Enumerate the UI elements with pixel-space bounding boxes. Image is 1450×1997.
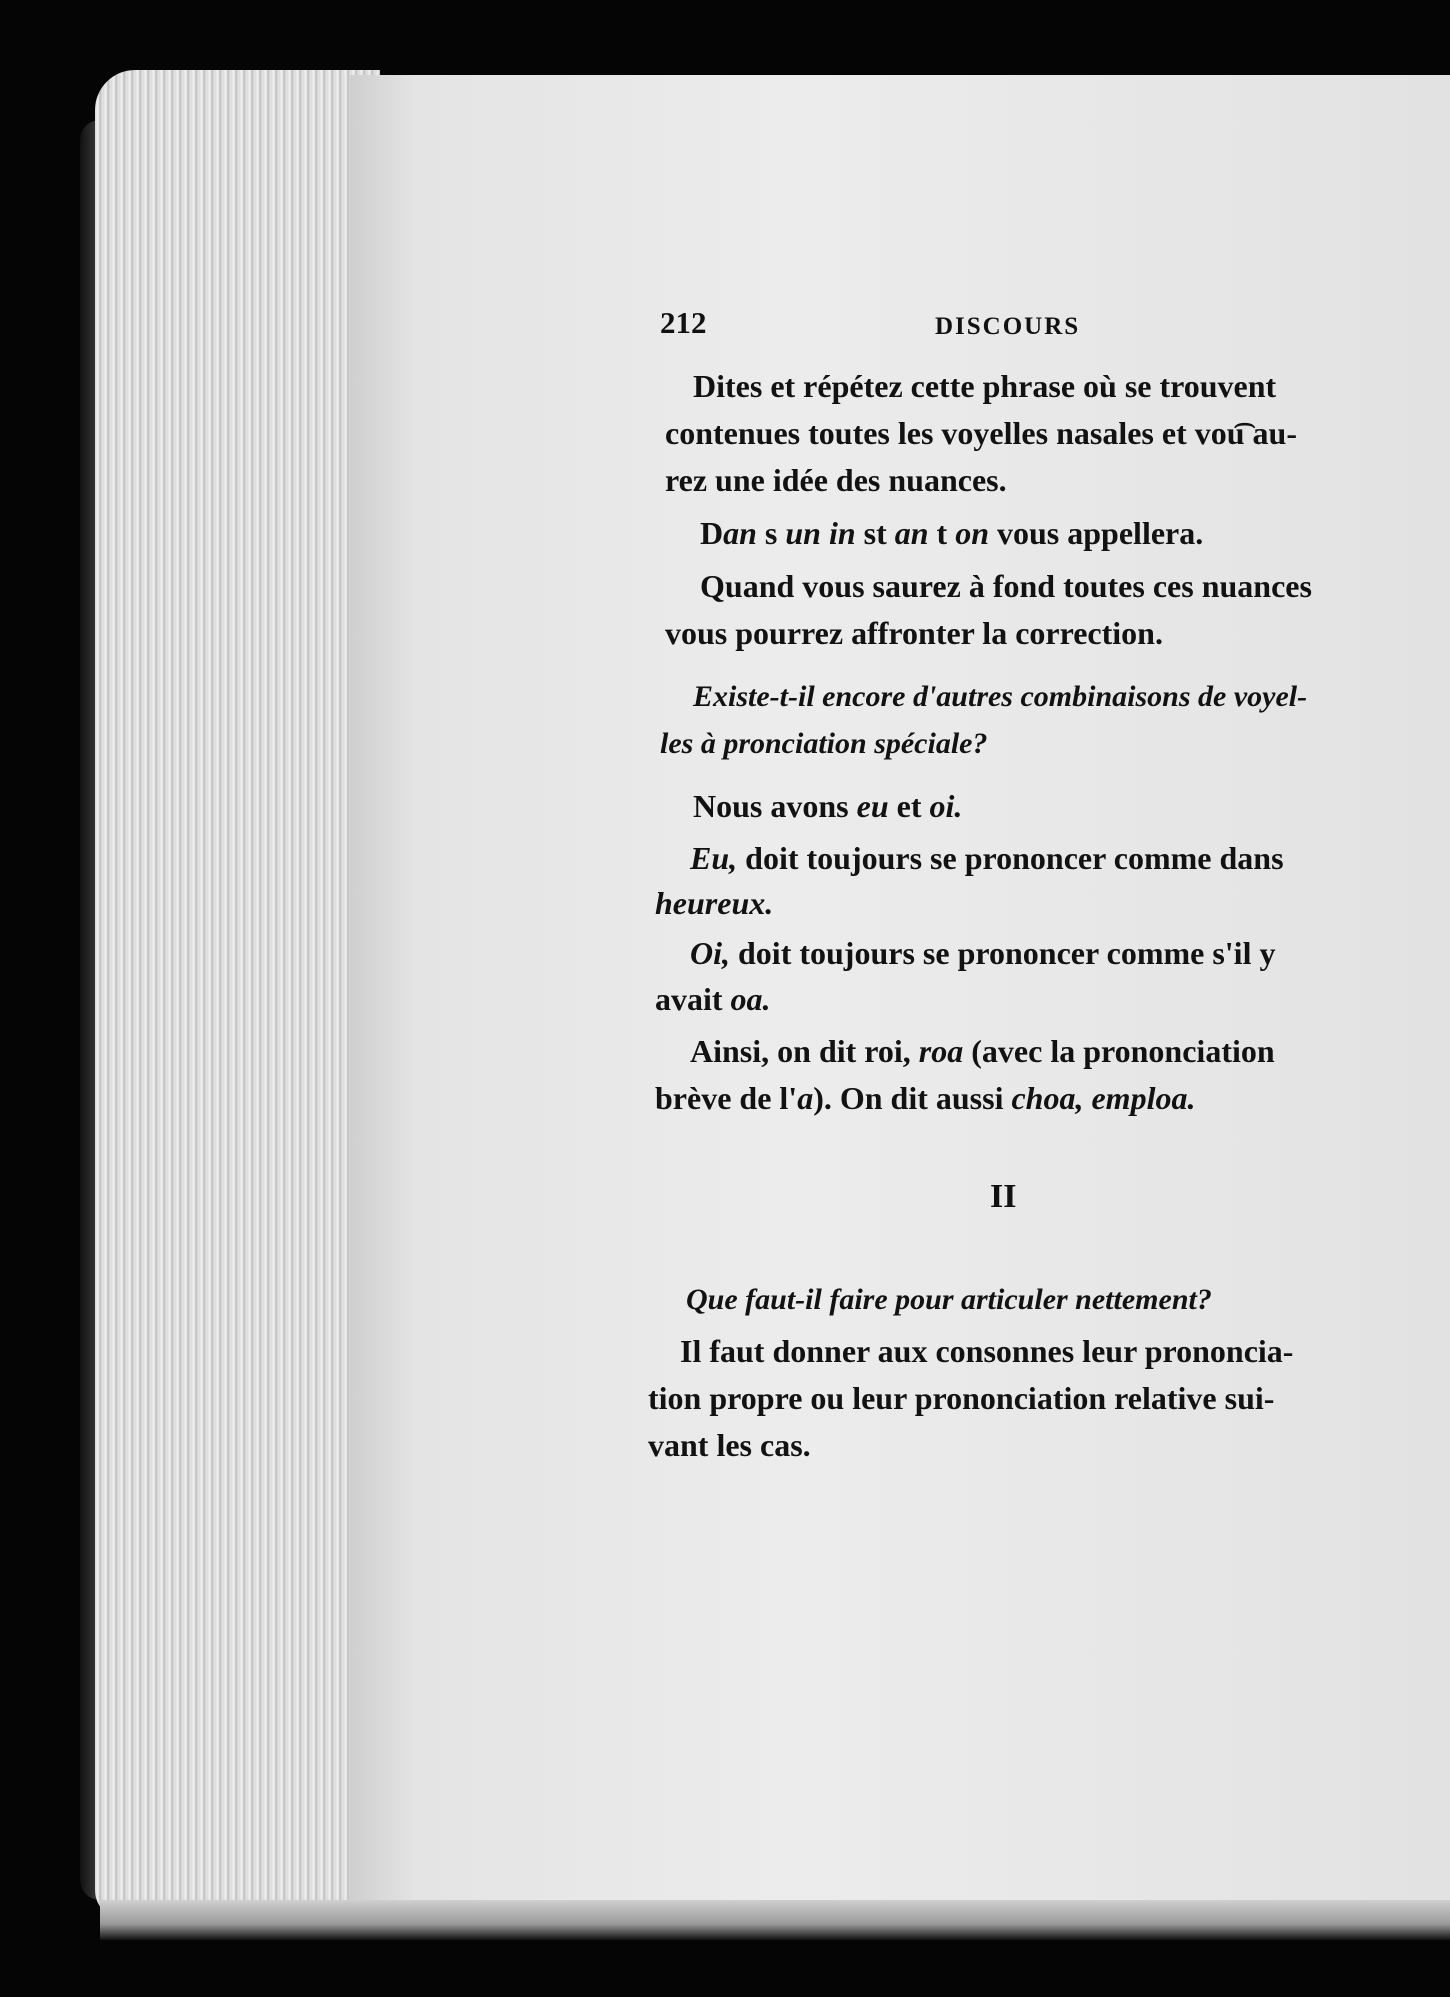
oi-rule-line-2-prefix: avait — [655, 981, 723, 1017]
example-part: vous appellera. — [997, 515, 1204, 551]
eu-rule-example: heureux. — [655, 885, 774, 921]
eu-rule-lead: Eu, — [690, 840, 738, 876]
question-1-line-1: Existe-t-il encore d'autres combinaisons de voyel- — [693, 680, 1308, 713]
paragraph-2-line-2: vous pourrez affronter la correction. — [665, 615, 1163, 651]
page-block-edges — [95, 70, 380, 1920]
ainsi-line-2 — [655, 1077, 1195, 1120]
ainsi-rest: (avec la prononciation — [971, 1033, 1275, 1069]
answer-1-prefix: Nous avons — [693, 788, 849, 824]
example-part: t — [936, 515, 948, 551]
eu-rule-line-1 — [690, 837, 1284, 880]
eu-rule-text: doit toujours se prononcer comme dans — [745, 840, 1284, 876]
ainsi-line-1 — [690, 1030, 1275, 1073]
answer-2-line-2: tion propre ou leur prononciation relative sui- — [648, 1380, 1275, 1416]
oi-rule-text: doit toujours se prononcer comme s'il y — [738, 935, 1276, 971]
running-head: DISCOURS — [935, 313, 1081, 340]
example-nasal: in — [828, 515, 856, 551]
ainsi-a: a — [797, 1080, 814, 1116]
paragraph-2-line-1: Quand vous saurez à fond toutes ces nuances — [700, 568, 1312, 604]
example-part: D — [700, 515, 724, 551]
page-bottom-edge — [100, 1900, 1450, 1940]
oi-rule-line-2 — [655, 978, 771, 1021]
question-2: Que faut-il faire pour articuler nettement? — [686, 1283, 1212, 1316]
example-nasal: on — [955, 515, 989, 551]
paragraph-1-line-1: Dites et répétez cette phrase où se trouvent — [693, 368, 1277, 404]
example-line — [700, 512, 1203, 555]
answer-1-oi: oi. — [929, 788, 963, 824]
paragraph-1-line-2: contenues toutes les voyelles nasales et vou͡ au- — [665, 415, 1297, 451]
book-page — [350, 75, 1450, 1915]
example-nasal: un — [785, 515, 821, 551]
question-1-line-2: les à pronciation spéciale? — [660, 727, 988, 760]
ainsi-examples: choa, emploa. — [1011, 1080, 1196, 1116]
oi-rule-lead: Oi, — [690, 935, 730, 971]
ainsi-prefix: Ainsi, on dit roi, — [690, 1033, 911, 1069]
page-number: 212 — [660, 305, 707, 340]
example-nasal: an — [894, 515, 929, 551]
section-heading: II — [990, 1178, 1017, 1215]
page-header — [660, 305, 1120, 345]
example-part: st — [863, 515, 887, 551]
ainsi-line-2-prefix: brève de l' — [655, 1080, 798, 1116]
example-part: s — [764, 515, 778, 551]
ainsi-line-2-mid: ). On dit aussi — [813, 1080, 1004, 1116]
example-nasal: an — [723, 515, 757, 551]
oi-rule-example: oa. — [730, 981, 771, 1017]
answer-2-line-1: Il faut donner aux consonnes leur prononcia- — [680, 1333, 1294, 1369]
ainsi-roa: roa — [918, 1033, 964, 1069]
oi-rule-line-1 — [690, 932, 1275, 975]
answer-1-eu: eu — [856, 788, 889, 824]
answer-1 — [693, 785, 962, 828]
paragraph-1-line-3: rez une idée des nuances. — [665, 462, 1007, 498]
answer-1-et: et — [896, 788, 922, 824]
answer-2-line-3: vant les cas. — [648, 1427, 811, 1463]
